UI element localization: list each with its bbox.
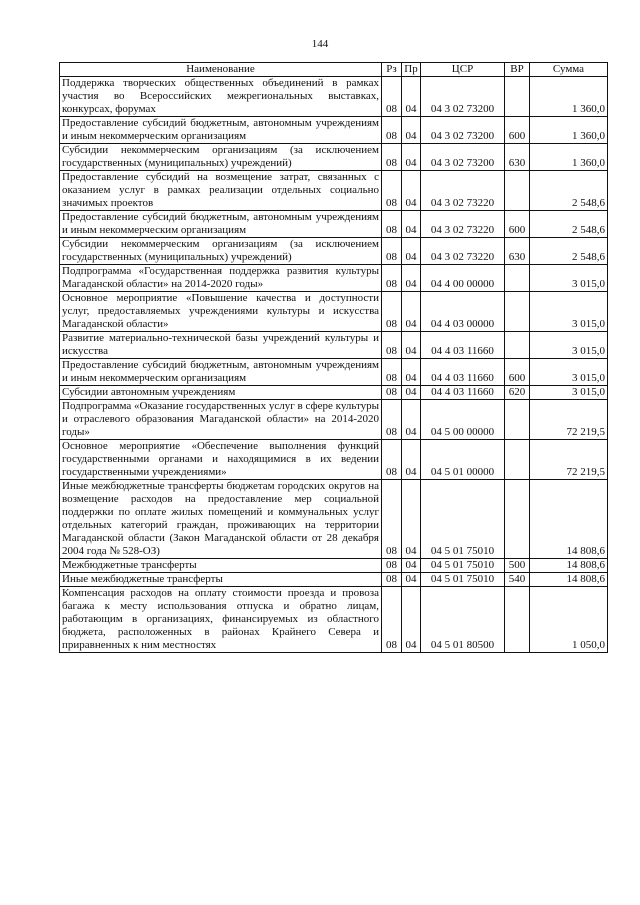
row-rz: 08 <box>382 559 402 573</box>
row-name: Субсидии автономным учреждениям <box>60 386 382 400</box>
row-sum: 14 808,6 <box>530 480 608 559</box>
row-vr: 600 <box>505 359 530 386</box>
row-rz: 08 <box>382 573 402 587</box>
row-pr: 04 <box>402 400 421 440</box>
header-name: Наименование <box>60 63 382 77</box>
row-rz: 08 <box>382 211 402 238</box>
table-row <box>60 400 608 440</box>
row-pr: 04 <box>402 265 421 292</box>
row-pr: 04 <box>402 292 421 332</box>
table-row <box>60 480 608 559</box>
row-vr <box>505 77 530 117</box>
row-csr: 04 3 02 73220 <box>421 238 505 265</box>
row-sum: 2 548,6 <box>530 238 608 265</box>
row-csr: 04 3 02 73200 <box>421 117 505 144</box>
row-sum: 1 360,0 <box>530 77 608 117</box>
row-rz: 08 <box>382 117 402 144</box>
row-csr: 04 4 03 11660 <box>421 359 505 386</box>
row-vr <box>505 265 530 292</box>
row-csr: 04 5 01 75010 <box>421 559 505 573</box>
row-rz: 08 <box>382 265 402 292</box>
row-rz: 08 <box>382 292 402 332</box>
row-rz: 08 <box>382 440 402 480</box>
table-row <box>60 359 608 386</box>
row-name: Предоставление субсидий бюджетным, автономным учреждениям и иным некоммерческим организациям <box>60 359 382 386</box>
table-row <box>60 559 608 573</box>
row-name: Поддержка творческих общественных объединений в рамках участия во Всероссийских межрегиональных выставках, конкурсах, форумах <box>60 77 382 117</box>
row-sum: 72 219,5 <box>530 400 608 440</box>
row-pr: 04 <box>402 117 421 144</box>
row-vr: 630 <box>505 238 530 265</box>
header-sum: Сумма <box>530 63 608 77</box>
row-vr: 600 <box>505 211 530 238</box>
row-csr: 04 5 01 00000 <box>421 440 505 480</box>
table-row <box>60 292 608 332</box>
row-pr: 04 <box>402 144 421 171</box>
row-rz: 08 <box>382 480 402 559</box>
row-sum: 1 360,0 <box>530 117 608 144</box>
row-csr: 04 4 03 00000 <box>421 292 505 332</box>
row-sum: 1 050,0 <box>530 587 608 653</box>
row-sum: 3 015,0 <box>530 265 608 292</box>
row-name: Предоставление субсидий на возмещение затрат, связанных с оказанием услуг в рамках реализации отдельных социально значимых проектов <box>60 171 382 211</box>
table-row <box>60 573 608 587</box>
row-sum: 3 015,0 <box>530 292 608 332</box>
row-vr <box>505 171 530 211</box>
header-csr: ЦСР <box>421 63 505 77</box>
row-pr: 04 <box>402 211 421 238</box>
table-row <box>60 238 608 265</box>
row-rz: 08 <box>382 171 402 211</box>
row-vr <box>505 292 530 332</box>
table-row <box>60 440 608 480</box>
row-name: Межбюджетные трансферты <box>60 559 382 573</box>
row-rz: 08 <box>382 400 402 440</box>
row-sum: 72 219,5 <box>530 440 608 480</box>
header-vr: ВР <box>505 63 530 77</box>
row-name: Предоставление субсидий бюджетным, автономным учреждениям и иным некоммерческим организациям <box>60 117 382 144</box>
row-rz: 08 <box>382 332 402 359</box>
row-pr: 04 <box>402 573 421 587</box>
row-sum: 14 808,6 <box>530 559 608 573</box>
row-vr: 500 <box>505 559 530 573</box>
row-rz: 08 <box>382 238 402 265</box>
table-row <box>60 265 608 292</box>
row-pr: 04 <box>402 359 421 386</box>
row-name: Подпрограмма «Государственная поддержка развития культуры Магаданской области» на 2014-2020 годы» <box>60 265 382 292</box>
row-vr: 540 <box>505 573 530 587</box>
row-csr: 04 4 03 11660 <box>421 386 505 400</box>
row-vr: 630 <box>505 144 530 171</box>
row-pr: 04 <box>402 440 421 480</box>
table-row <box>60 211 608 238</box>
row-csr: 04 5 01 75010 <box>421 480 505 559</box>
row-vr <box>505 480 530 559</box>
row-pr: 04 <box>402 77 421 117</box>
row-rz: 08 <box>382 77 402 117</box>
row-name: Субсидии некоммерческим организациям (за исключением государственных (муниципальных) учреждений) <box>60 238 382 265</box>
table-row <box>60 117 608 144</box>
table-row <box>60 77 608 117</box>
row-pr: 04 <box>402 386 421 400</box>
row-sum: 1 360,0 <box>530 144 608 171</box>
row-pr: 04 <box>402 332 421 359</box>
row-csr: 04 3 02 73200 <box>421 144 505 171</box>
row-rz: 08 <box>382 386 402 400</box>
row-vr: 620 <box>505 386 530 400</box>
table-row <box>60 332 608 359</box>
table-row <box>60 144 608 171</box>
row-pr: 04 <box>402 171 421 211</box>
budget-table <box>59 62 608 653</box>
header-rz: Рз <box>382 63 402 77</box>
row-name: Иные межбюджетные трансферты <box>60 573 382 587</box>
row-rz: 08 <box>382 144 402 171</box>
row-csr: 04 4 00 00000 <box>421 265 505 292</box>
row-csr: 04 5 01 75010 <box>421 573 505 587</box>
header-pr: Пр <box>402 63 421 77</box>
row-pr: 04 <box>402 238 421 265</box>
row-sum: 3 015,0 <box>530 359 608 386</box>
row-csr: 04 3 02 73200 <box>421 77 505 117</box>
row-name: Основное мероприятие «Обеспечение выполнения функций государственными органами и находящимися в их ведении государственными учреждениями» <box>60 440 382 480</box>
row-pr: 04 <box>402 587 421 653</box>
row-name: Субсидии некоммерческим организациям (за исключением государственных (муниципальных) учреждений) <box>60 144 382 171</box>
row-pr: 04 <box>402 559 421 573</box>
row-name: Предоставление субсидий бюджетным, автономным учреждениям и иным некоммерческим организациям <box>60 211 382 238</box>
page-number: 144 <box>311 38 329 50</box>
row-sum: 14 808,6 <box>530 573 608 587</box>
row-vr <box>505 400 530 440</box>
row-rz: 08 <box>382 587 402 653</box>
row-name: Компенсация расходов на оплату стоимости проезда и провоза багажа к месту использования отпуска и обратно лицам, работающим в организациях, финансируемых из областного бюджета, расположенных в районах Крайнего Севера и приравненных к ним местностях <box>60 587 382 653</box>
row-sum: 3 015,0 <box>530 386 608 400</box>
table-row <box>60 171 608 211</box>
row-name: Подпрограмма «Оказание государственных услуг в сфере культуры и отраслевого образования Магаданской области» на 2014-2020 годы» <box>60 400 382 440</box>
row-vr <box>505 440 530 480</box>
row-pr: 04 <box>402 480 421 559</box>
row-sum: 2 548,6 <box>530 171 608 211</box>
row-csr: 04 5 01 80500 <box>421 587 505 653</box>
table-row <box>60 386 608 400</box>
row-csr: 04 3 02 73220 <box>421 171 505 211</box>
row-name: Развитие материально-технической базы учреждений культуры и искусства <box>60 332 382 359</box>
row-vr <box>505 587 530 653</box>
row-rz: 08 <box>382 359 402 386</box>
row-vr <box>505 332 530 359</box>
row-vr: 600 <box>505 117 530 144</box>
row-csr: 04 5 00 00000 <box>421 400 505 440</box>
row-sum: 2 548,6 <box>530 211 608 238</box>
row-sum: 3 015,0 <box>530 332 608 359</box>
table-row <box>60 587 608 653</box>
row-csr: 04 3 02 73220 <box>421 211 505 238</box>
row-name: Основное мероприятие «Повышение качества и доступности услуг, предоставляемых учреждениями культуры и искусства Магаданской области» <box>60 292 382 332</box>
table-header-row <box>60 63 608 77</box>
row-name: Иные межбюджетные трансферты бюджетам городских округов на возмещение расходов на предоставление мер социальной поддержки по оплате жилых помещений и коммунальных услуг отдельных категорий граждан, проживающих на территории Магаданской области (Закон Магаданской области от 28 декабря 2004 года № 528-ОЗ) <box>60 480 382 559</box>
row-csr: 04 4 03 11660 <box>421 332 505 359</box>
